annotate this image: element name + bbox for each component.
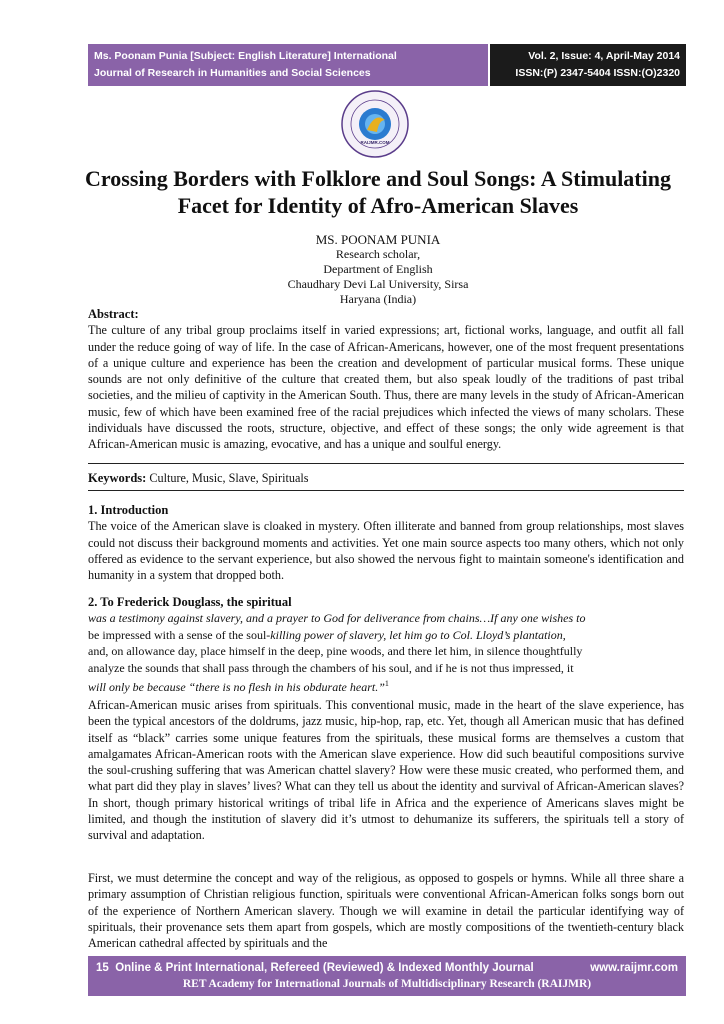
header-left-line1: Ms. Poonam Punia [Subject: English Literature] International (94, 50, 397, 62)
header-right-line2: ISSN:(P) 2347-5404 ISSN:(O)2320 771X (515, 67, 680, 96)
author-location: Haryana (India) (339, 292, 417, 306)
footnote-mark: 1 (384, 679, 389, 689)
abstract-divider (88, 463, 684, 464)
quote-line: analyze the sounds that shall pass through the chambers of his soul, and if he is not thus impressed, it (88, 660, 574, 675)
keywords-label: Keywords: (88, 471, 147, 485)
header-left-line2: Journal of Research in Humanities and Social Sciences (94, 67, 371, 79)
paper-title: Crossing Borders with Folklore and Soul Songs: A Stimulating Facet for Identity of Afro-American Slaves (85, 166, 671, 218)
douglass-heading: 2. To Frederick Douglass, the spiritual (88, 595, 292, 609)
author-block (200, 232, 556, 307)
journal-footer (88, 956, 686, 996)
keywords-divider (88, 490, 684, 491)
page-number: 15 (96, 962, 109, 974)
paragraph: First, we must determine the concept and way of the religious, as opposed to gospels or hymns. While all three share a primary assumption of Christian religious function, spirituals were conventional African-American folks songs born out of the experience of Northern American slavery. Though we will examine in detail the particular identifying way of spirituals, their provenance sets them apart from gospels, which are mostly compositions of the twentieth-century black American cathedral affected by spirituals and the (88, 871, 684, 951)
quote-line: was a testimony against slavery, and a prayer to God for deliverance from chains…If any one wishes to (88, 611, 586, 626)
journal-header (88, 44, 686, 96)
keywords-text: Culture, Music, Slave, Spirituals (149, 471, 309, 485)
quote-line: will only be because “there is no flesh in his obdurate heart.”$^1$ (88, 679, 389, 695)
introduction-section (88, 502, 684, 583)
keywords (88, 470, 684, 486)
author-name: MS. POONAM PUNIA (315, 232, 441, 247)
douglass-section (88, 594, 684, 695)
footer-publisher: RET Academy for International Journals of Multidisciplinary Research (RAIJMR) (182, 978, 592, 990)
quote-line: be impressed with a sense of the soul-killing power of slavery, let him go to Col. Lloyd’s plantation, (88, 627, 566, 642)
author-role: Research scholar, (335, 247, 421, 261)
abstract-section (88, 306, 684, 453)
abstract-heading: Abstract: (88, 307, 139, 321)
author-department: Department of English (323, 262, 433, 276)
header-right-line1: Vol. 2, Issue: 4, April-May 2014 (528, 50, 680, 62)
abstract-text: The culture of any tribal group proclaims itself in varied expressions; art, fictional works, language, and outfit all fall under the reduce going of way of life. In the case of African-Americans, however, one of the most frequent presentations of a unique culture and experience has been the creation and development of particular musical forms. These unique sounds are not only definitive of the culture that created them, but also speak loudly of the traditions of past tribal societies, and the milieu of captivity in the American South. Thus, there are many levels in the study of African-American music, few of which have been examined free of the racial prejudices which infected the views of many scholars. These individuals have discussed the roots, structure, objective, and effect of these songs; the only wide agreement is that African-American music is amazing, evocative, and has a unique and soulful energy. (88, 323, 684, 452)
header-issue-info (490, 44, 686, 96)
footer-journal-line: Online & Print International, Refereed (Reviewed) & Indexed Monthly Journal (115, 962, 534, 974)
raijmr-seal-logo (341, 90, 409, 158)
quote-line: and, on allowance day, place himself in the deep, pine woods, and there let him, in silence thoughtfully (88, 644, 583, 659)
introduction-text: The voice of the American slave is cloaked in mystery. Often illiterate and banned from group relationships, most slaves could not discuss their background moments and activities. Yet one main source aspects too many others, which not only offered as evidence to the servant experience, but also showed the nervous fight to maintain someone's identification and humanity in a system that dropped both. (88, 519, 684, 583)
footer-website: www.raijmr.com (590, 962, 678, 974)
author-university: Chaudhary Devi Lal University, Sirsa (287, 277, 469, 291)
paragraph: African-American music arises from spirituals. This conventional music, made in the heart of the slave experience, has been the typical ancestors of the doldrums, jazz music, hip-hop, rap, etc. Yet, though all American music that has defined itself as “black” carries some unique features from the spirituals, these musical forms are themselves a custom that amalgamates African-American roots with the American slave experience. How did such beautiful compositions survive the soul-crushing suffering that was American chattel slavery? How were these music created, who performed them, and what part did they play in slaves’ lives? What can they tell us about the identity and survival of African-American slaves? In short, though primary historical writings of tribal life in Africa and the experience of Americans slaves might be limited, and though the institution of slavery did it’s utmost to dehumanize its sufferers, the spirituals tell a story of survival and adaptation. (88, 698, 684, 843)
introduction-heading: 1. Introduction (88, 503, 169, 517)
header-journal-info (88, 44, 488, 86)
logo-text: RAIJMR.COM (360, 140, 390, 145)
